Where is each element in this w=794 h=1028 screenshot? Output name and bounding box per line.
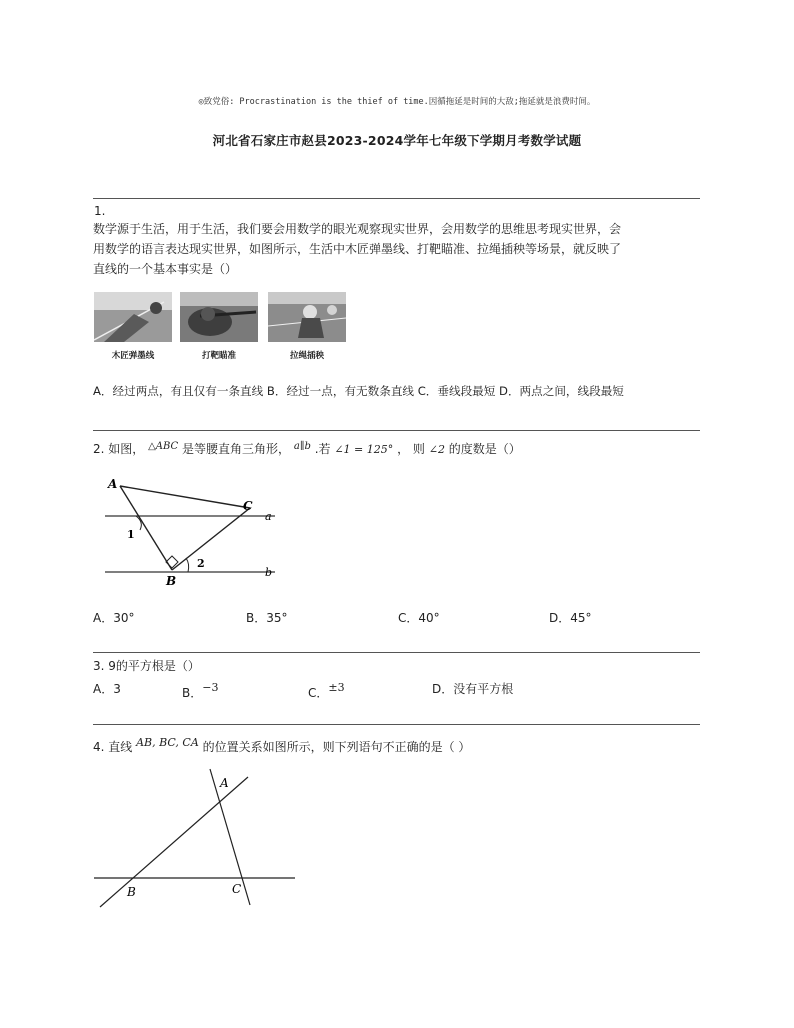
- line-ca: [210, 769, 250, 905]
- q2-triangle: △ABC: [148, 441, 179, 452]
- q3-option-b-math: −3: [202, 681, 219, 694]
- q4-suffix: 的位置关系如图所示，则下列语句不正确的是（ ）: [202, 740, 471, 754]
- q2-mid1: 是等腰直角三角形，: [182, 442, 291, 456]
- divider-q2: [93, 430, 700, 431]
- divider-q3: [93, 652, 700, 653]
- q2-option-c: C．40°: [398, 611, 440, 625]
- divider-q4: [93, 724, 700, 725]
- label-c-point: C: [232, 882, 242, 896]
- photo-carpenter-line: [94, 292, 172, 342]
- q2-angle-equation: ∠1 = 125°: [334, 443, 394, 456]
- photo-target-aiming: [180, 292, 258, 342]
- q1-stem-line-2: 用数学的语言表达现实世界，如图所示，生活中木匠弹墨线、打靶瞄准、拉绳插秧等场景，就反映了: [93, 242, 622, 256]
- q3-option-d: D．没有平方根: [432, 682, 514, 696]
- label-b-point: B: [127, 885, 136, 899]
- q4-stem: [93, 737, 470, 758]
- q2-option-d: D．45°: [549, 611, 592, 625]
- q1-stem-line-3: 直线的一个基本事实是（）: [93, 262, 238, 276]
- q3-option-c: [308, 680, 345, 700]
- q3-stem: 3. 9的平方根是（）: [93, 659, 200, 673]
- angle-2-arc: [186, 558, 189, 572]
- q2-option-b: B．35°: [246, 611, 288, 625]
- side-ac: [120, 486, 250, 508]
- q4-lines: AB, BC, CA: [136, 736, 199, 749]
- q2-parallel: a∥b: [293, 441, 311, 452]
- caption-aiming: 打靶瞄准: [201, 351, 236, 361]
- photo-rope-rice-planting: [268, 292, 346, 342]
- q3-option-b: [182, 680, 219, 700]
- label-line-b: b: [265, 566, 273, 579]
- q1-options: A．经过两点，有且仅有一条直线 B．经过一点，有无数条直线 C．垂线段最短 D．两点之间，线段最短: [93, 384, 624, 398]
- label-a-point: A: [220, 776, 229, 790]
- q2-stem: [93, 439, 521, 461]
- q1-stem: [93, 219, 713, 279]
- q4-figure: [90, 765, 300, 915]
- label-angle-2: 2: [197, 557, 205, 570]
- q2-option-a: A．30°: [93, 611, 135, 625]
- q2-figure: [100, 470, 290, 590]
- q1-number: 1.: [94, 204, 106, 218]
- page-title: 河北省石家庄市赵县2023-2024学年七年级下学期月考数学试题: [212, 133, 582, 148]
- motto-line: ◎致党俗: Procrastination is the thief of time.因循拖延是时间的大敌;拖延就是浪费时间。: [198, 97, 596, 107]
- caption-carpenter: 木匠弹墨线: [111, 351, 155, 361]
- q2-angle2: ∠2: [428, 443, 445, 456]
- side-bc: [172, 508, 250, 570]
- q3-option-c-math: ±3: [328, 681, 345, 694]
- divider-q1: [93, 198, 700, 199]
- label-c-vertex: C: [243, 499, 253, 513]
- q3-option-a: A．3: [93, 682, 121, 696]
- q4-prefix: 4. 直线: [93, 740, 133, 754]
- q2-suffix: 的度数是（）: [448, 442, 521, 456]
- label-b-vertex: B: [166, 574, 177, 588]
- caption-rope: 拉绳插秧: [289, 351, 324, 361]
- q2-mid2: .若: [314, 442, 331, 456]
- label-line-a: a: [265, 510, 272, 523]
- label-angle-1: 1: [127, 528, 135, 541]
- q2-prefix: 2. 如图，: [93, 442, 145, 456]
- q3-option-c-prefix: C．: [308, 686, 329, 700]
- label-a-vertex: A: [108, 477, 118, 491]
- q2-mid3: ， 则: [397, 442, 425, 456]
- line-ab: [100, 777, 248, 907]
- q3-option-b-prefix: B．: [182, 686, 203, 700]
- q1-stem-line-1: 数学源于生活，用于生活，我们要会用数学的眼光观察现实世界，会用数学的思维思考现实世界，会: [93, 222, 622, 236]
